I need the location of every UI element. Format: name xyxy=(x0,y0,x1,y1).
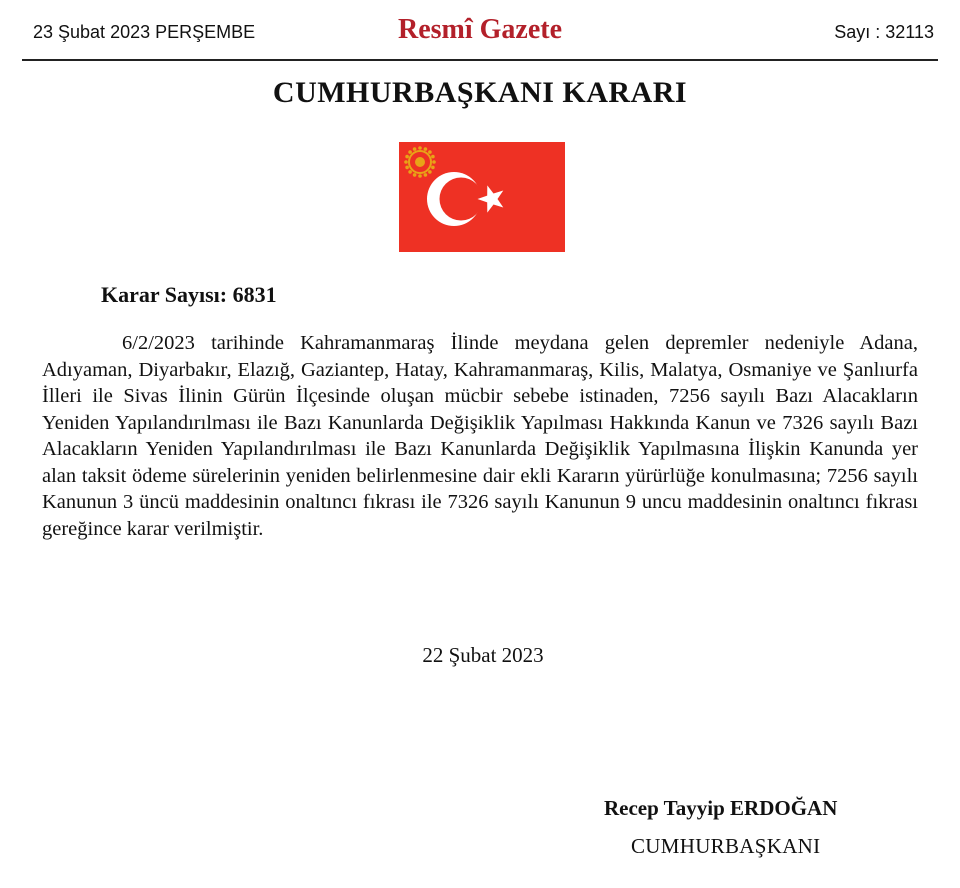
gazette-header xyxy=(0,0,960,64)
decision-number-label: Karar Sayısı: xyxy=(101,282,228,307)
header-divider xyxy=(22,59,938,61)
decision-number-value: 6831 xyxy=(232,282,277,307)
sun-emblem-icon xyxy=(404,146,436,178)
signer-title: CUMHURBAŞKANI xyxy=(631,834,821,858)
decision-body: 6/2/2023 tarihinde Kahramanmaraş İlinde meydana gelen depremler nedeniyle Adana, Adıyaman, Diyarbakır, Elazığ, Gaziantep, Hatay, Kahramanmaraş, Kilis, Malatya, Osmaniye ve Şanlıurfa İlleri ile Sivas İlinin Gürün İlçesinde oluşan mücbir sebebe istinaden, 7256 sayılı Bazı Alacakların Yeniden Yapılandırılması ile Bazı Kanunlarda Değişiklik Yapılması Hakkında Kanun ve 7326 sayılı Bazı Alacakların Yeniden Yapılandırılması ile Bazı Kanunlarda Değişiklik Yapılmasına İlişkin Kanunda yer alan taksit ödeme sürelerinin yeniden belirlenmesine dair ekli Kararın yürürlüğe konulmasına; 7256 sayılı Kanunun 3 üncü maddesinin onaltıncı fıkrası ile 7326 sayılı Kanunun 9 uncu maddesinin onaltıncı fıkrası gereğince karar verilmiştir. xyxy=(42,332,918,540)
decision-heading: CUMHURBAŞKANI KARARI xyxy=(272,76,688,109)
presidential-flag-icon xyxy=(399,142,565,252)
decision-number xyxy=(101,282,277,308)
header-date: 23 Şubat 2023 PERŞEMBE xyxy=(33,22,256,42)
signer-name: Recep Tayyip ERDOĞAN xyxy=(604,796,838,820)
gazette-title: Resmî Gazete xyxy=(397,14,563,45)
issue-number: Sayı : 32113 xyxy=(834,22,934,42)
decision-date: 22 Şubat 2023 xyxy=(422,643,544,667)
